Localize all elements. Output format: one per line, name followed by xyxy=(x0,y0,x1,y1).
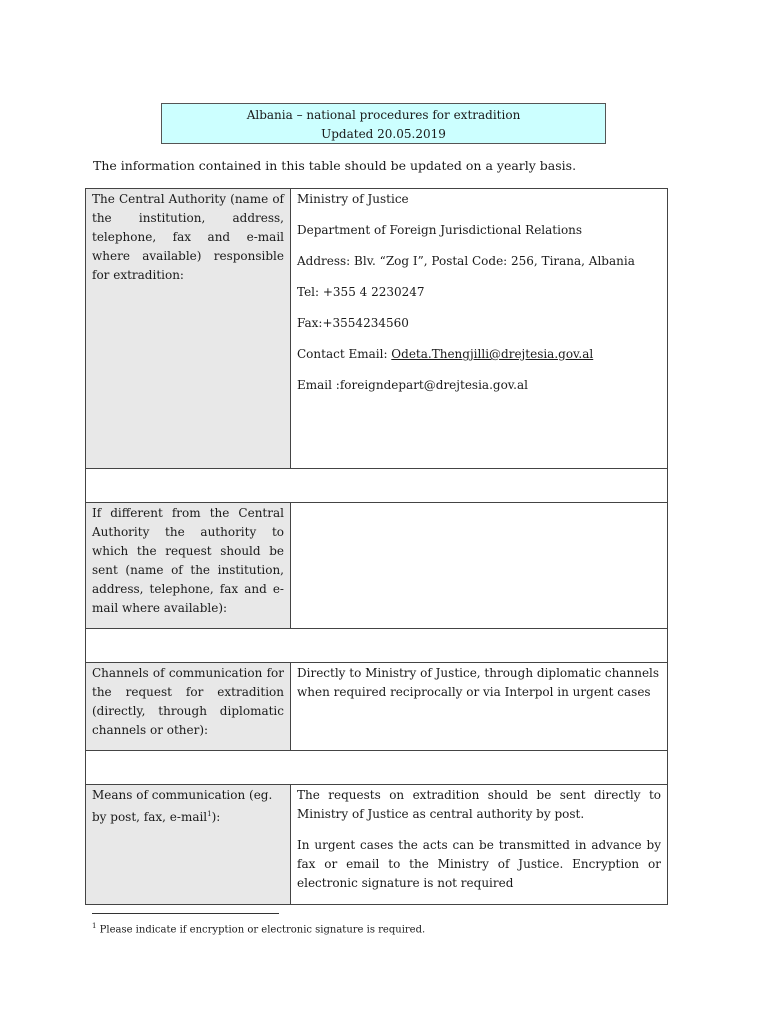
ministry-name: Ministry of Justice xyxy=(297,192,409,206)
means-value xyxy=(291,785,668,905)
different-authority-value xyxy=(291,503,668,629)
contact-email-prefix: Contact Email: xyxy=(297,347,392,361)
telephone-line: Tel: +355 4 2230247 xyxy=(297,285,425,299)
procedures-table xyxy=(85,188,668,905)
table-row xyxy=(86,503,668,629)
table-row xyxy=(86,189,668,469)
document-title: Albania – national procedures for extradition xyxy=(246,108,521,122)
means-label xyxy=(86,785,291,905)
contact-email-link[interactable]: Odeta.Thengjilli@drejtesia.gov.al xyxy=(391,347,594,361)
footnote-mark: 1 xyxy=(92,922,97,930)
document-updated-date: Updated 20.05.2019 xyxy=(321,127,446,141)
fax-line: Fax:+3554234560 xyxy=(297,316,409,330)
means-text-2: In urgent cases the acts can be transmitted in advance by fax or email to the Ministry of Justice. Encryption or electronic signature is not required xyxy=(297,838,661,890)
table-spacer-row xyxy=(86,751,668,785)
table-spacer-row xyxy=(86,629,668,663)
footnote-text: Please indicate if encryption or electronic signature is required. xyxy=(96,924,426,936)
table-row xyxy=(86,663,668,751)
channels-label: Channels of communication for the request for extradition (directly, through diplomatic channels or other): xyxy=(86,663,291,751)
different-authority-label: If different from the Central Authority the authority to which the request should be sent (name of the institution, address, telephone, fax and e-mail where available): xyxy=(86,503,291,629)
table-spacer-row xyxy=(86,469,668,503)
means-footnote-mark: 1 xyxy=(207,810,212,818)
channels-value xyxy=(291,663,668,751)
document-title-box xyxy=(161,103,606,144)
central-authority-value xyxy=(291,189,668,469)
footnote xyxy=(92,922,425,935)
means-label-text: Means of communication (eg. by post, fax, e-mail xyxy=(92,788,273,824)
intro-text: The information contained in this table should be updated on a yearly basis. xyxy=(93,158,577,173)
contact-email-line xyxy=(297,345,661,364)
department-name: Department of Foreign Jurisdictional Relations xyxy=(297,223,583,237)
channels-text: Directly to Ministry of Justice, through diplomatic channels when required reciprocally or via Interpol in urgent cases xyxy=(297,666,660,699)
central-authority-label: The Central Authority (name of the institution, address, telephone, fax and e-mail where available) responsible for extradition: xyxy=(86,189,291,469)
means-label-end: ): xyxy=(211,810,221,824)
footnote-divider xyxy=(92,913,279,914)
email-line: Email :foreigndepart@drejtesia.gov.al xyxy=(297,378,528,392)
address-line: Address: Blv. “Zog I”, Postal Code: 256, Tirana, Albania xyxy=(297,254,635,268)
table-row xyxy=(86,785,668,905)
means-text-1: The requests on extradition should be sent directly to Ministry of Justice as central authority by post. xyxy=(297,788,661,821)
